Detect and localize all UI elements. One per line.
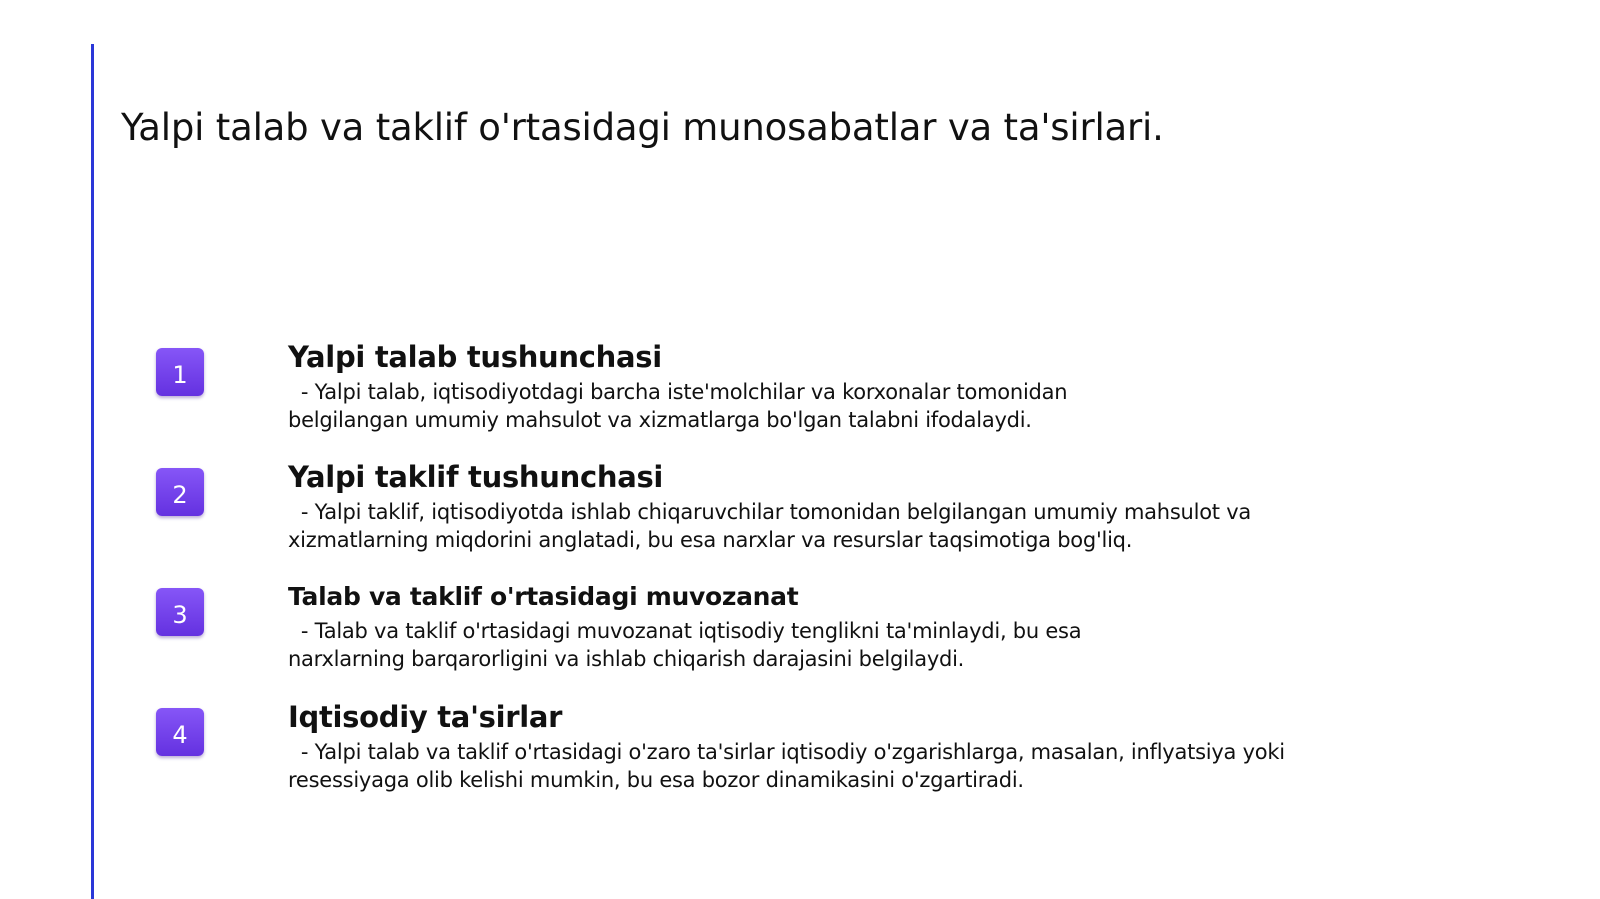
number-badge: 1 [156,348,204,396]
slide-title: Yalpi talab va taklif o'rtasidagi munosabatlar va ta'sirlari. [121,106,1164,149]
accent-bar [91,44,94,899]
number-badge: 4 [156,708,204,756]
item-heading: Yalpi taklif tushunchasi [288,460,664,494]
item-description: - Talab va taklif o'rtasidagi muvozanat iqtisodiy tenglikni ta'minlaydi, bu esa narxlarning barqarorligini va ishlab chiqarish darajasini belgilaydi. [288,619,1088,671]
number-badge: 2 [156,468,204,516]
item-heading: Talab va taklif o'rtasidagi muvozanat [288,582,799,611]
item-description: - Yalpi talab, iqtisodiyotdagi barcha iste'molchilar va korxonalar tomonidan belgilangan umumiy mahsulot va xizmatlarga bo'lgan talabni ifodalaydi. [288,380,1074,432]
item-description: - Yalpi taklif, iqtisodiyotda ishlab chiqaruvchilar tomonidan belgilangan umumiy mahsulot va xizmatlarning miqdorini anglatadi, bu esa narxlar va resurslar taqsimotiga bog'liq. [288,500,1258,552]
item-heading: Iqtisodiy ta'sirlar [288,700,563,734]
number-badge: 3 [156,588,204,636]
item-description: - Yalpi talab va taklif o'rtasidagi o'zaro ta'sirlar iqtisodiy o'zgarishlarga, masalan, inflyatsiya yoki resessiyaga olib kelishi mumkin, bu esa bozor dinamikasini o'zgartiradi. [288,740,1292,792]
item-heading: Yalpi talab tushunchasi [288,340,662,374]
